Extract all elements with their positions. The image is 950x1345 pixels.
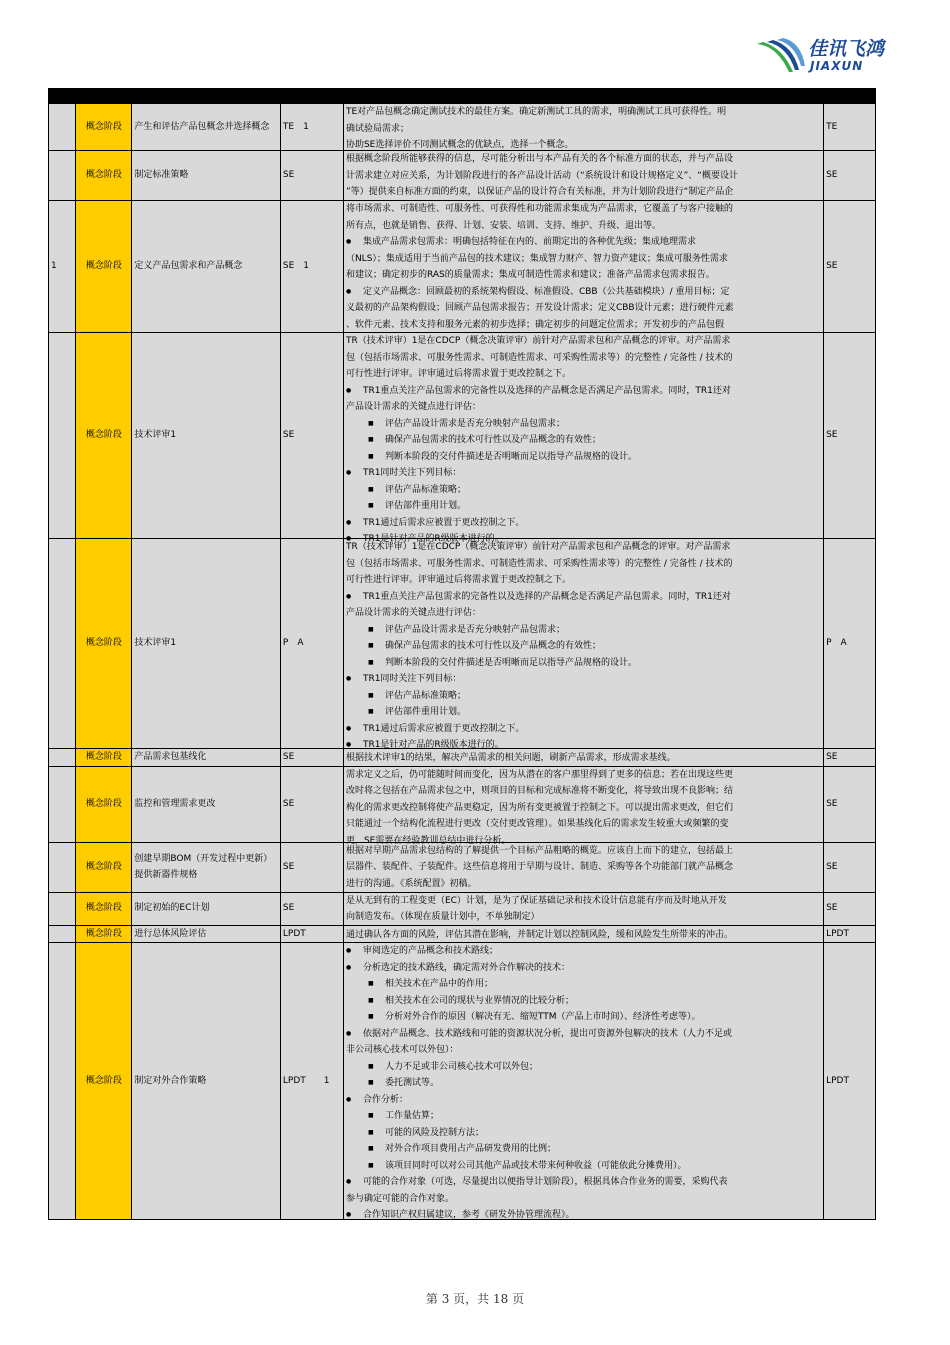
stage-cell: 概念阶段 [76, 749, 132, 767]
description-cell [343, 333, 823, 544]
owner-cell: SE [824, 842, 876, 892]
owner-cell: SE [824, 766, 876, 842]
description-line: 进行的沟通。《系统配置》初稿。 [345, 878, 477, 889]
bullet-line: ● 定义产品概念：回顾最初的系统架构假设、标准假设、CBB（公共基础模块）/ 重用目标；定 [346, 284, 821, 301]
owner-cell: SE [824, 151, 876, 201]
owner-cell: SE [824, 749, 876, 767]
table-row [49, 201, 876, 333]
description-line: 需求定义之后，仍可能随时间而变化，因为从潜在的客户那里得到了更多的信息；若在出现这些更 [345, 769, 733, 780]
row-index-cell [49, 842, 76, 892]
sub-bullet-line: ■ 该项目同时可以对公司其他产品或技术带来何种收益（可能依此分摊费用）。 [346, 1158, 821, 1175]
table-row [49, 892, 876, 925]
bullet-line: ● 分析选定的技术路线，确定需对外合作解决的技术： [346, 960, 821, 977]
role-cell: LPDT [280, 925, 343, 943]
description-line: 可行性进行评审。评审通过后将需求置于更改控制之下。 [345, 369, 571, 379]
description-line: 根据技术评审1的结果，解决产品需求的相关问题，刷新产品需求，形成需求基线。 [345, 753, 676, 764]
description-line: 可行性进行评审。评审通过后将需求置于更改控制之下。 [345, 575, 571, 585]
description-line: 包（包括市场需求、可服务性需求、可制造性需求、可采购性需求等）的完整性 / 完备性 / 技术的 [345, 352, 733, 363]
sub-bullet-line: ■ 评估部件重用计划。 [346, 704, 821, 721]
bullet-line: ● TR1是针对产品的R级版本进行的。 [346, 737, 821, 754]
description-line: 向制造发布。（体现在质量计划中，不单独制定） [345, 912, 540, 922]
bullet-line: ● TR1通过后需求应被置于更改控制之下。 [346, 515, 821, 532]
brand-name-en: JIAXUN [810, 59, 864, 73]
row-index-cell [49, 925, 76, 943]
bullet-line: ● TR1重点关注产品包需求的完备性以及选择的产品概念是否满足产品包需求。同时，TR1还对 [346, 383, 821, 400]
sub-bullet-line: ■ 相关技术在公司的现状与业界情况的比较分析； [346, 993, 821, 1010]
description-line: 通过确认各方面的风险，评估其潜在影响，并制定计划以控制风险，缓和风险发生所带来的冲击。 [345, 929, 733, 940]
bullet-line: ● TR1是针对产品的R级版本进行的。 [346, 531, 821, 548]
owner-cell: LPDT [824, 925, 876, 943]
description-line: 构化的需求更改控制将使产品更稳定，因为所有变更被置于控制之下。可以提出需求更改，但它们 [345, 802, 733, 813]
stage-cell: 概念阶段 [76, 333, 132, 539]
description-line: 将市场需求、可制造性、可服务性、可获得性和功能需求集成为产品需求，它覆盖了与客户接触的 [345, 204, 733, 214]
stage-cell: 概念阶段 [76, 766, 132, 842]
role-cell: LPDT 1 [280, 943, 343, 1220]
sub-bullet-line: ■ 评估产品标准策略； [346, 482, 821, 499]
description-line: 只能通过一个结构化流程进行更改（交付更改管理）。如果基线化后的需求发生较重大或频繁的变 [345, 819, 729, 829]
page-footer: 第 3 页，共 18 页 [425, 1292, 525, 1306]
sub-bullet-line: ■ 评估产品标准策略； [346, 688, 821, 705]
sub-bullet-line: ■ 判断本阶段的交付件描述是否明晰而足以指导产品规格的设计。 [346, 449, 821, 466]
sub-bullet-line: ■ 判断本阶段的交付件描述是否明晰而足以指导产品规格的设计。 [346, 655, 821, 672]
sub-bullet-line: ■ 评估产品设计需求是否充分映射产品包需求； [346, 622, 821, 639]
description-line: 根据对早期产品需求包结构的了解提供一个目标产品粗略的概览。应该自上而下的建立，包括最上 [345, 845, 733, 856]
sub-bullet-line: ■ 人力不足或非公司核心技术可以外包； [346, 1059, 821, 1076]
task-cell: 制定初始的EC计划 [132, 892, 281, 925]
stage-cell: 概念阶段 [76, 151, 132, 201]
bullet-line: ● TR1同时关注下列目标： [346, 465, 821, 482]
sub-bullet-line: ■ 评估部件重用计划。 [346, 498, 821, 515]
table-row [49, 151, 876, 201]
description-line: 改时将之包括在产品需求包之中，则项目的目标和完成标准将不断变化，将导致出现不良影响；结 [345, 786, 733, 796]
bullet-line: ● TR1通过后需求应被置于更改控制之下。 [346, 721, 821, 738]
table-row [49, 333, 876, 539]
bullet-line: ● 合作知识产权归属建议，参考《研发外协管理流程》。 [346, 1207, 821, 1224]
stage-cell: 概念阶段 [76, 892, 132, 925]
owner-cell: LPDT [824, 943, 876, 1220]
description-line: TR（技术评审）1是在CDCP（概念决策评审）前针对产品需求包和产品概念的评审。对产品需求 [345, 336, 731, 346]
description-line: 层器件、装配件、子装配件。这些信息将用于早期与设计、制造、采购等各个功能部门就产品概念 [345, 862, 733, 872]
row-index-cell [49, 892, 76, 925]
stage-cell: 概念阶段 [76, 104, 132, 151]
description-cell [343, 925, 823, 943]
sub-bullet-line: ■ 对外合作项目费用占产品研发费用的比例； [346, 1141, 821, 1158]
brand-logo [808, 38, 884, 73]
stage-cell: 概念阶段 [76, 539, 132, 749]
description-line: 和建议；确定初步的RAS的质量需求；集成可制造性需求和建议；准备产品需求包需求报告。 [345, 270, 715, 280]
description-line: 参与确定可能的合作对象。 [345, 1193, 454, 1204]
row-index-cell [49, 943, 76, 1220]
table-header-bar [48, 88, 876, 103]
stage-cell: 概念阶段 [76, 925, 132, 943]
task-cell: 定义产品包需求和产品概念 [132, 201, 281, 333]
owner-cell: SE [824, 892, 876, 925]
table-row [49, 749, 876, 767]
stage-cell: 概念阶段 [76, 943, 132, 1220]
description-cell [343, 539, 823, 749]
role-cell: SE [280, 333, 343, 539]
description-line: （NLS）；集成适用于当前产品包的技术建议；集成智力财产、智力资产建议；集成可服务性需求 [345, 253, 728, 264]
row-index-cell [49, 766, 76, 842]
sub-bullet-line: ■ 分析对外合作的原因（解决有无、缩短TTM（产品上市时间）、经济性考虑等）。 [346, 1009, 821, 1026]
description-cell [343, 766, 823, 846]
description-line: 产品设计需求的关键点进行评估： [345, 608, 481, 618]
task-cell: 创建早期BOM（开发过程中更新）提供新器件规格 [132, 842, 281, 892]
sub-bullet-line: ■ 相关技术在产品中的作用； [346, 976, 821, 993]
description-line: 义最初的产品架构假设；回顾产品包需求报告；开发设计需求；定义CBB设计元素；进行硬件元素 [345, 303, 734, 313]
description-line: 所有点，也就是销售、获得、计划、安装、培训、支持、维护、升级、退出等。 [345, 220, 661, 231]
description-cell [343, 104, 823, 151]
owner-cell: SE [824, 201, 876, 333]
table-row [49, 766, 876, 842]
description-cell [343, 892, 823, 925]
table-row [49, 943, 876, 1220]
description-cell [343, 201, 823, 333]
row-index-cell [49, 539, 76, 749]
task-cell: 产生和评估产品包概念并选择概念 [132, 104, 281, 151]
bullet-line: ● 审阅选定的产品概念和技术路线； [346, 943, 821, 960]
row-index-cell: 1 [49, 201, 76, 333]
bullet-line: ● TR1同时关注下列目标： [346, 671, 821, 688]
description-line: 包（包括市场需求、可服务性需求、可制造性需求、可采购性需求等）的完整性 / 完备性 / 技术的 [345, 558, 733, 569]
stage-cell: 概念阶段 [76, 201, 132, 333]
table-row [49, 842, 876, 892]
role-cell: TE 1 [280, 104, 343, 151]
table-row [49, 104, 876, 151]
task-cell: 进行总体风险评估 [132, 925, 281, 943]
description-line: 、软件元素、技术支持和服务元素的初步选择；确定初步的问题定位需求；开发初步的产品包假 [345, 319, 724, 330]
description-line: 计需求建立对应关系，为计划阶段进行的各产品设计活动（“系统设计和设计规格定义”、“概要设计 [345, 170, 738, 181]
bullet-line: ● 集成产品需求包需求：明确包括特征在内的、前期定出的各种优先级；集成地理需求 [346, 234, 821, 251]
description-line: ”等）提供来自标准方面的约束，以保证产品的设计符合有关标准，并为计划阶段进行“制定产品企 [345, 187, 734, 197]
description-line: 根据概念阶段所能够获得的信息，尽可能分析出与本产品有关的各个标准方面的状态，并与产品设 [345, 154, 733, 164]
description-line: 更，SE需要在经验教训总结中进行分析。 [345, 835, 511, 846]
task-cell: 监控和管理需求更改 [132, 766, 281, 842]
task-cell: 产品需求包基线化 [132, 749, 281, 767]
sub-bullet-line: ■ 委托测试等。 [346, 1075, 821, 1092]
row-index-cell [49, 333, 76, 539]
role-cell: SE [280, 892, 343, 925]
role-cell: SE 1 [280, 201, 343, 333]
description-cell [343, 749, 823, 767]
sub-bullet-line: ■ 可能的风险及控制方法； [346, 1125, 821, 1142]
description-cell [343, 943, 823, 1220]
task-cell: 制定标准策略 [132, 151, 281, 201]
description-line: 产品设计需求的关键点进行评估： [345, 402, 481, 412]
sub-bullet-line: ■ 评估产品设计需求是否充分映射产品包需求； [346, 416, 821, 433]
description-line: 非公司核心技术可以外包）： [345, 1045, 459, 1055]
sub-bullet-line: ■ 确保产品包需求的技术可行性以及产品概念的有效性； [346, 432, 821, 449]
row-index-cell [49, 104, 76, 151]
role-cell: SE [280, 766, 343, 842]
task-cell: 技术评审1 [132, 333, 281, 539]
brand-name-cn: 佳讯飞鸿 [808, 38, 885, 60]
description-line: 协助SE选择评价不同测试概念的优缺点，选择一个概念。 [345, 140, 574, 150]
bullet-line: ● 可能的合作对象（可选，尽量提出以便指导计划阶段），根据具体合作业务的需要，采购代表 [346, 1174, 821, 1191]
role-cell: P A [280, 539, 343, 749]
role-cell: SE [280, 842, 343, 892]
sub-bullet-line: ■ 工作量估算； [346, 1108, 821, 1125]
role-cell: SE [280, 749, 343, 767]
sub-bullet-line: ■ 确保产品包需求的技术可行性以及产品概念的有效性； [346, 638, 821, 655]
row-index-cell [49, 749, 76, 767]
row-index-cell [49, 151, 76, 201]
description-line: TR（技术评审）1是在CDCP（概念决策评审）前针对产品需求包和产品概念的评审。对产品需求 [345, 542, 731, 552]
description-cell [343, 842, 823, 892]
table-row [49, 925, 876, 943]
task-cell: 制定对外合作策略 [132, 943, 281, 1220]
owner-cell: P A [824, 539, 876, 749]
task-cell: 技术评审1 [132, 539, 281, 749]
role-cell: SE [280, 151, 343, 201]
description-cell [343, 151, 823, 201]
description-line: 是从无到有的工程变更（EC）计划，是为了保证基础记录和技术设计信息能有序而及时地从开发 [345, 895, 727, 906]
stage-cell: 概念阶段 [76, 842, 132, 892]
process-table [48, 103, 876, 1220]
description-line: TE对产品包概念确定测试技术的最佳方案。确定新测试工具的需求，明确测试工具可获得性。明 [345, 107, 727, 117]
bullet-line: ● TR1重点关注产品包需求的完备性以及选择的产品概念是否满足产品包需求。同时，TR1还对 [346, 589, 821, 606]
description-line: 确试验局需求； [345, 123, 409, 134]
owner-cell: SE [824, 333, 876, 539]
bullet-line: ● 依据对产品概念、技术路线和可能的资源状况分析，提出可资源外包解决的技术（人力不足或 [346, 1026, 821, 1043]
bullet-line: ● 合作分析： [346, 1092, 821, 1109]
table-row [49, 539, 876, 749]
owner-cell: TE [824, 104, 876, 151]
